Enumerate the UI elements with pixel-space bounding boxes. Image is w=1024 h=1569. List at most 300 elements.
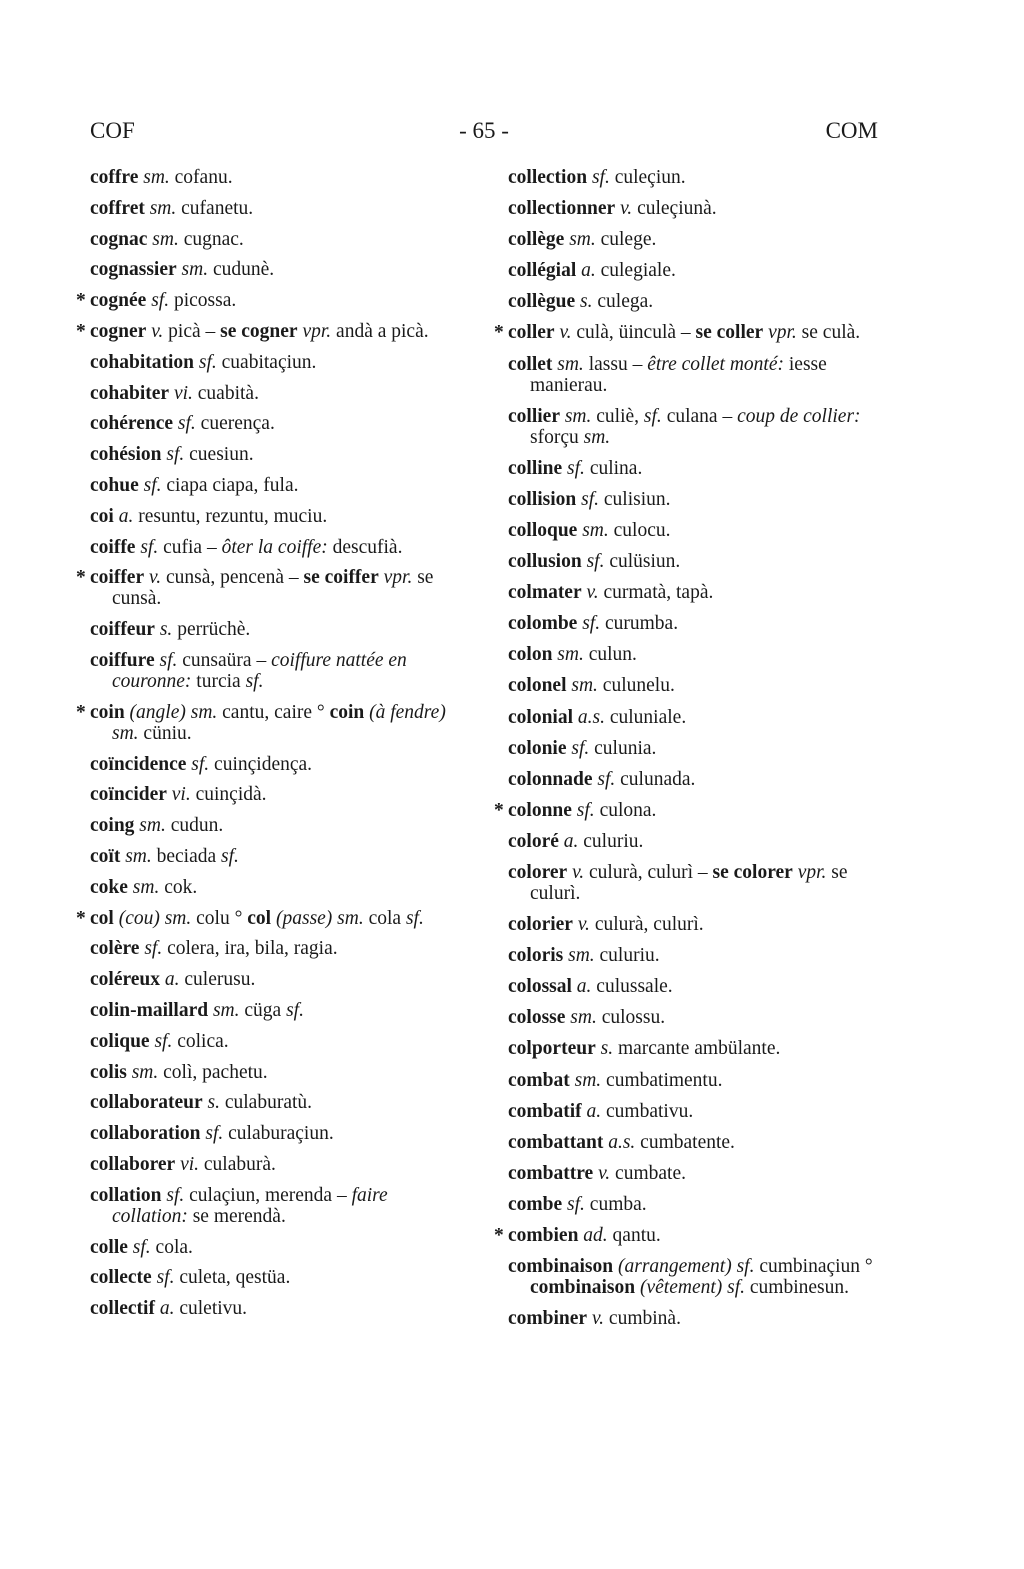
- definition-text: cumbinaçiun °: [754, 1256, 873, 1278]
- headword: colonie: [508, 737, 567, 759]
- headword: colonne: [508, 799, 572, 821]
- grammar-label: s.: [207, 1092, 220, 1114]
- dictionary-entry: [508, 1007, 880, 1028]
- headword: coléreux: [90, 969, 161, 991]
- headword: coïncidence: [90, 753, 187, 775]
- dictionary-entry: [508, 769, 880, 790]
- dictionary-entry: [508, 1101, 880, 1122]
- dictionary-entry: [90, 1267, 462, 1288]
- headword: coffre: [90, 167, 139, 188]
- definition-text: cumbate.: [610, 1162, 686, 1184]
- definition-text: culuriu.: [594, 945, 660, 967]
- grammar-label: coiffure nattée en couronne:: [112, 649, 407, 692]
- headword: coiffe: [90, 536, 136, 558]
- headword: collégial: [508, 260, 577, 282]
- dictionary-entry: [90, 383, 462, 404]
- dictionary-entry: [508, 644, 880, 665]
- grammar-label: (arrangement) sf.: [617, 1256, 755, 1278]
- dictionary-entry: [508, 1132, 880, 1153]
- definition-text: se culurì.: [530, 861, 848, 904]
- grammar-label: vi.: [171, 784, 191, 806]
- headword: collecte: [90, 1267, 152, 1289]
- headword: col: [90, 907, 114, 929]
- grammar-label: v.: [598, 1162, 611, 1184]
- headword: cohérence: [90, 413, 174, 435]
- grammar-label: sm.: [568, 945, 595, 967]
- headword: colline: [508, 457, 563, 479]
- definition-text: cuinçidença.: [209, 753, 313, 775]
- definition-text: culurà, culurì.: [589, 914, 704, 936]
- grammar-label: sm.: [557, 644, 584, 666]
- definition-text: culun.: [583, 644, 637, 666]
- grammar-label: sf.: [582, 613, 601, 635]
- headword: cognée: [90, 290, 147, 312]
- grammar-label: sf.: [405, 907, 424, 929]
- definition-text: culüsiun.: [604, 551, 681, 573]
- definition-text: cumbatente.: [635, 1131, 735, 1153]
- grammar-label: (cou) sm.: [118, 907, 192, 929]
- definition-text: colì, pachetu.: [158, 1061, 268, 1083]
- dictionary-entry: [76, 567, 462, 610]
- definition-text: perrüchè.: [172, 619, 251, 641]
- grammar-label: v.: [149, 567, 162, 589]
- definition-text: colu °: [191, 907, 248, 929]
- headword: se coiffer: [303, 567, 379, 589]
- headword: se cogner: [220, 320, 298, 342]
- asterisk-marker: *: [494, 322, 504, 344]
- grammar-label: a.: [586, 1100, 602, 1122]
- definition-text: culina.: [584, 457, 643, 479]
- definition-text: sforçu: [530, 426, 584, 448]
- grammar-label: a.s.: [577, 706, 605, 728]
- grammar-label: sm.: [152, 228, 179, 250]
- grammar-label: a.: [164, 969, 180, 991]
- headword: combien: [508, 1225, 579, 1246]
- definition-text: cunsà, pencenà –: [161, 567, 304, 589]
- headword: cohabiter: [90, 382, 170, 404]
- grammar-label: faire collation:: [112, 1184, 388, 1227]
- definition-text: cola: [363, 907, 406, 929]
- grammar-label: sf.: [151, 290, 170, 312]
- dictionary-entry: [508, 1194, 880, 1215]
- dictionary-entry: [90, 537, 462, 558]
- headword: combat: [508, 1069, 570, 1091]
- headword: cohue: [90, 474, 139, 496]
- running-head-right: COM: [825, 118, 878, 143]
- grammar-label: ôter la coiffe:: [221, 536, 328, 558]
- headword: colombe: [508, 613, 578, 635]
- dictionary-entry: [508, 167, 880, 188]
- definition-text: culunelu.: [597, 675, 675, 697]
- definition-text: culeçiunà.: [632, 198, 717, 220]
- definition-text: cuerença.: [195, 413, 275, 435]
- headword: collège: [508, 229, 565, 251]
- grammar-label: vpr.: [768, 322, 797, 344]
- definition-text: cufanetu.: [176, 197, 254, 219]
- definition-text: culeta, qestüa.: [174, 1267, 291, 1289]
- definition-text: marcante ambülante.: [613, 1038, 781, 1060]
- definition-text: culussale.: [591, 976, 673, 998]
- dictionary-entry: [508, 862, 880, 904]
- headword: colis: [90, 1061, 127, 1083]
- dictionary-entry: [90, 1298, 462, 1319]
- dictionary-entry: [508, 613, 880, 634]
- dictionary-entry: [508, 1308, 880, 1329]
- headword: colmater: [508, 582, 582, 604]
- headword: colosse: [508, 1007, 566, 1029]
- dictionary-entry: [90, 198, 462, 219]
- dictionary-entry: [90, 229, 462, 250]
- grammar-label: sf.: [571, 737, 590, 759]
- dictionary-entry: [90, 1062, 462, 1083]
- definition-text: culunada.: [615, 768, 696, 790]
- grammar-label: sf.: [586, 551, 605, 573]
- headword: collision: [508, 488, 577, 510]
- headword: collusion: [508, 551, 582, 573]
- grammar-label: s.: [159, 619, 173, 641]
- grammar-label: sm.: [132, 876, 160, 898]
- definition-text: cudunè.: [208, 259, 275, 281]
- dictionary-entry: [508, 551, 880, 572]
- dictionary-column-right: [494, 167, 880, 1339]
- grammar-label: vi.: [173, 382, 193, 404]
- definition-text: cudun.: [165, 815, 224, 837]
- headword: colonnade: [508, 768, 593, 790]
- definition-text: culaburatù.: [219, 1092, 313, 1114]
- dictionary-entry: [508, 582, 880, 603]
- definition-text: beciada: [151, 845, 222, 867]
- headword: coloré: [508, 830, 559, 852]
- grammar-label: s.: [600, 1038, 614, 1060]
- headword: se colorer: [712, 861, 793, 883]
- definition-text: cumbinesun.: [745, 1277, 850, 1299]
- headword: combinaison: [508, 1256, 614, 1278]
- grammar-label: a.: [576, 976, 592, 998]
- grammar-label: v.: [620, 198, 633, 220]
- definition-text: cumba.: [584, 1193, 647, 1215]
- dictionary-entry: [76, 320, 462, 342]
- grammar-label: (à fendre) sm.: [112, 701, 446, 744]
- grammar-label: sm.: [212, 999, 240, 1021]
- definition-text: colera, ira, bila, ragia.: [162, 938, 338, 960]
- headword: colique: [90, 1030, 150, 1052]
- grammar-label: sm.: [574, 1069, 602, 1091]
- dictionary-entry: [90, 969, 462, 990]
- dictionary-entry: [90, 444, 462, 465]
- headword: collègue: [508, 291, 576, 313]
- headword: coiffure: [90, 649, 155, 671]
- grammar-label: sf.: [132, 1236, 151, 1258]
- dictionary-entry: [90, 846, 462, 867]
- grammar-label: a.: [159, 1298, 175, 1320]
- dictionary-entry: [508, 458, 880, 479]
- definition-text: culaçiun, merenda –: [184, 1184, 352, 1206]
- headword: coller: [508, 322, 555, 344]
- headword: colossal: [508, 976, 572, 998]
- headword: colonial: [508, 706, 574, 728]
- definition-text: culega.: [592, 291, 654, 313]
- grammar-label: sf.: [166, 444, 185, 466]
- grammar-label: vpr.: [797, 861, 827, 883]
- grammar-label: sm.: [570, 1007, 597, 1029]
- definition-text: descufià.: [327, 536, 403, 558]
- headword: colère: [90, 938, 140, 960]
- grammar-label: sm.: [582, 519, 609, 541]
- grammar-label: sm.: [564, 405, 592, 427]
- headword: combinaison: [530, 1277, 636, 1299]
- definition-text: culerusu.: [179, 969, 256, 991]
- grammar-label: vpr.: [302, 320, 332, 342]
- dictionary-entry: [508, 707, 880, 728]
- grammar-label: sf.: [166, 1184, 185, 1206]
- definition-text: ciapa ciapa, fula.: [161, 474, 299, 496]
- dictionary-entry: [90, 1031, 462, 1052]
- headword: cohabitation: [90, 351, 195, 373]
- dictionary-entry: [90, 1092, 462, 1113]
- grammar-label: v.: [559, 322, 572, 344]
- definition-text: culaburaçiun.: [223, 1123, 334, 1145]
- grammar-label: (vêtement) sf.: [639, 1277, 746, 1299]
- headword: combattre: [508, 1162, 594, 1184]
- dictionary-entry: [508, 831, 880, 852]
- running-head-left: COF: [90, 118, 135, 143]
- definition-text: cuabitaçiun.: [216, 351, 317, 373]
- grammar-label: sf.: [143, 474, 162, 496]
- asterisk-marker: *: [76, 701, 86, 723]
- definition-text: culaburà.: [199, 1153, 276, 1175]
- asterisk-marker: *: [494, 799, 504, 821]
- headword: cohésion: [90, 444, 162, 466]
- headword: coiffeur: [90, 619, 155, 641]
- headword: combattant: [508, 1131, 604, 1153]
- asterisk-marker: *: [76, 907, 86, 929]
- definition-text: lassu –: [583, 353, 648, 375]
- definition-text: culurà, culurì –: [584, 861, 713, 883]
- dictionary-entry: [508, 738, 880, 759]
- grammar-label: sf.: [576, 799, 595, 821]
- headword: coloris: [508, 945, 564, 967]
- definition-text: picossa.: [169, 290, 237, 312]
- dictionary-entry: [508, 229, 880, 250]
- grammar-label: vpr.: [383, 567, 413, 589]
- asterisk-marker: *: [76, 290, 86, 312]
- headword: se coller: [695, 322, 764, 344]
- dictionary-entry: [494, 799, 880, 821]
- dictionary-entry: [90, 877, 462, 898]
- definition-text: cola.: [150, 1236, 193, 1258]
- grammar-label: sm.: [181, 259, 209, 281]
- dictionary-entry: [90, 1000, 462, 1021]
- grammar-label: sf.: [567, 1193, 585, 1215]
- asterisk-marker: *: [494, 1225, 504, 1246]
- headword: colorier: [508, 914, 573, 936]
- dictionary-entry: [508, 914, 880, 935]
- definition-text: andà a picà.: [331, 320, 429, 342]
- headword: colon: [508, 644, 553, 666]
- dictionary-entry: [508, 291, 880, 312]
- dictionary-entry: [508, 489, 880, 510]
- running-head: [90, 118, 878, 148]
- headword: cogner: [90, 320, 147, 342]
- grammar-label: a.: [563, 830, 579, 852]
- grammar-label: sm.: [569, 229, 596, 251]
- grammar-label: sm.: [139, 815, 166, 837]
- headword: cognassier: [90, 259, 177, 281]
- headword: collier: [508, 405, 560, 427]
- dictionary-entry: [90, 1154, 462, 1175]
- definition-text: se culà.: [796, 322, 861, 344]
- headword: col: [247, 907, 272, 929]
- definition-text: cuinçidà.: [190, 784, 267, 806]
- grammar-label: sm.: [583, 426, 611, 448]
- headword: coïncider: [90, 784, 167, 806]
- headword: coin: [329, 701, 365, 723]
- dictionary-entry: [90, 938, 462, 959]
- dictionary-entry: [90, 815, 462, 836]
- dictionary-entry: [90, 650, 462, 692]
- grammar-label: sf.: [581, 488, 600, 510]
- definition-text: culetivu.: [174, 1298, 248, 1320]
- headword: coiffer: [90, 567, 145, 589]
- dictionary-entry: [76, 701, 462, 744]
- dictionary-entry: [76, 907, 462, 929]
- dictionary-entry: [508, 198, 880, 219]
- grammar-label: être collet monté:: [647, 353, 784, 375]
- grammar-label: (angle) sm.: [129, 701, 218, 723]
- grammar-label: sm.: [125, 845, 152, 867]
- headword: coing: [90, 815, 135, 837]
- dictionary-entry: [90, 475, 462, 496]
- definition-text: turcia: [191, 670, 246, 692]
- dictionary-entry: [90, 619, 462, 640]
- grammar-label: sf.: [144, 938, 163, 960]
- grammar-label: sf.: [154, 1030, 173, 1052]
- definition-text: resuntu, rezuntu, muciu.: [133, 505, 328, 527]
- dictionary-entry: [508, 1163, 880, 1184]
- definition-text: culona.: [594, 799, 657, 821]
- headword: coi: [90, 505, 114, 527]
- definition-text: cüga: [239, 999, 287, 1021]
- grammar-label: a.s.: [608, 1131, 636, 1153]
- definition-text: culeçiun.: [609, 167, 686, 188]
- grammar-label: a.: [581, 260, 596, 282]
- headword: combe: [508, 1193, 563, 1215]
- headword: colloque: [508, 519, 578, 541]
- definition-text: se merendà.: [187, 1205, 286, 1227]
- definition-text: cufia –: [158, 536, 222, 558]
- definition-text: cumbinà.: [604, 1308, 681, 1330]
- headword: coffret: [90, 197, 145, 219]
- definition-text: culocu.: [608, 519, 671, 541]
- dictionary-entry: [508, 1256, 880, 1298]
- grammar-label: coup de collier:: [737, 405, 861, 427]
- page-number: - 65 -: [459, 118, 509, 143]
- grammar-label: sm.: [557, 353, 584, 375]
- headword: colorer: [508, 861, 568, 883]
- definition-text: se cunsà.: [112, 567, 434, 610]
- grammar-label: sf.: [591, 167, 610, 188]
- grammar-label: v.: [577, 914, 590, 936]
- headword: collection: [508, 167, 588, 188]
- dictionary-entry: [508, 260, 880, 281]
- headword: colporteur: [508, 1038, 596, 1060]
- dictionary-entry: [90, 1123, 462, 1144]
- definition-text: cantu, caire °: [217, 701, 330, 723]
- definition-text: cuesiun.: [184, 444, 254, 466]
- grammar-label: sm.: [149, 197, 177, 219]
- headword: collation: [90, 1184, 162, 1206]
- headword: collaboration: [90, 1123, 201, 1145]
- definition-text: culege.: [595, 229, 657, 251]
- grammar-label: sf.: [597, 768, 616, 790]
- definition-text: cunsaüra –: [177, 649, 272, 671]
- grammar-label: sf.: [205, 1123, 224, 1145]
- definition-text: culossu.: [596, 1007, 666, 1029]
- dictionary-entry: [90, 352, 462, 373]
- dictionary-entry: [90, 167, 462, 188]
- definition-text: cofanu.: [169, 167, 233, 188]
- grammar-label: (passe) sm.: [275, 907, 364, 929]
- headword: coin: [90, 701, 125, 723]
- definition-text: cüniu.: [138, 722, 192, 744]
- grammar-label: sm.: [131, 1061, 159, 1083]
- dictionary-entry: [76, 290, 462, 312]
- asterisk-marker: *: [76, 567, 86, 589]
- definition-text: culunia.: [589, 737, 657, 759]
- grammar-label: sf.: [567, 457, 585, 479]
- grammar-label: sm.: [571, 675, 598, 697]
- dictionary-entry: [494, 322, 880, 344]
- grammar-label: ad.: [583, 1225, 608, 1246]
- grammar-label: v.: [572, 861, 585, 883]
- headword: collet: [508, 353, 553, 375]
- definition-text: culiè,: [591, 405, 644, 427]
- grammar-label: sf.: [191, 753, 210, 775]
- dictionary-entry: [494, 1225, 880, 1246]
- grammar-label: sf.: [177, 413, 196, 435]
- headword: coke: [90, 876, 128, 898]
- headword: colin-maillard: [90, 999, 209, 1021]
- definition-text: picà –: [163, 320, 221, 342]
- grammar-label: sf.: [245, 670, 264, 692]
- dictionary-entry: [90, 506, 462, 527]
- grammar-label: v.: [151, 320, 164, 342]
- definition-text: iesse manierau.: [530, 353, 827, 396]
- dictionary-entry: [508, 406, 880, 448]
- definition-text: culisiun.: [599, 488, 671, 510]
- definition-text: cok.: [159, 876, 198, 898]
- definition-text: culuriu.: [578, 830, 644, 852]
- grammar-label: sm.: [143, 167, 170, 188]
- definition-text: colica.: [172, 1030, 229, 1052]
- grammar-label: sf.: [643, 405, 662, 427]
- grammar-label: vi.: [180, 1153, 200, 1175]
- dictionary-entry: [508, 945, 880, 966]
- definition-text: cuabità.: [192, 382, 259, 404]
- dictionary-entry: [508, 675, 880, 696]
- dictionary-entry: [508, 354, 880, 396]
- headword: coït: [90, 845, 121, 867]
- dictionary-entry: [508, 1070, 880, 1091]
- grammar-label: a.: [118, 505, 134, 527]
- dictionary-entry: [90, 754, 462, 775]
- definition-text: culà, üinculà –: [571, 322, 696, 344]
- headword: collectionner: [508, 198, 616, 220]
- dictionary-entry: [90, 1185, 462, 1227]
- dictionary-entry: [90, 784, 462, 805]
- grammar-label: sf.: [286, 999, 304, 1021]
- dictionary-entry: [90, 413, 462, 434]
